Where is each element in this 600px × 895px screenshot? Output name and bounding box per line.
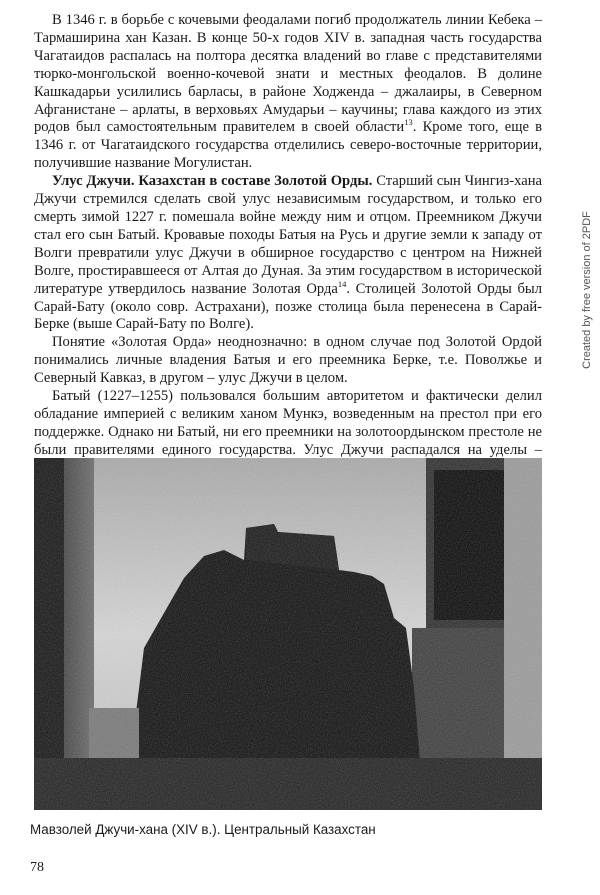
- section-heading: Улус Джучи. Казахстан в составе Золотой Орды.: [52, 173, 373, 190]
- paragraph-3-text: Понятие «Золотая Орда» неоднозначно: в одном случае под Золотой Ордой понимались личные владения Батыя и его преемника Берке, т.е. Поволжье и Северный Кавказ, в другом – улус Джучи в целом.: [34, 334, 542, 387]
- paragraph-4-text: Батый (1227–1255) пользовался большим авторитетом и фактически делил обладание империей с великим ханом Мункэ, возведенным на престол при его поддержке. Однако ни Батый, ни его преемники на золотоордынском престоле не были правителями единого государства. Улус Джучи распадался на уделы –: [34, 388, 542, 458]
- page-number: 78: [30, 860, 44, 875]
- watermark-text: Created by free version of 2PDF: [581, 211, 593, 369]
- paragraph-2: [34, 173, 542, 334]
- paragraph-2-text-b: . Столицей Золотой Орды был Сарай-Бату (около совр. Астрахани), позже столица была перенесена в Сарай-Берке (выше Сарай-Бату по Волге).: [34, 280, 542, 333]
- paragraph-2-text-a: Старший сын Чингиз-хана Джучи стремился сделать свой улус независимым государством, и только его смерть зимой 1227 г. помешала войне между ним и отцом. Преемником Джучи стал его сын Батый. Кровавые походы Батыя на Русь и другие земли к западу от Волги превратили улус Джучи в обширное государство с центром на Нижней Волге, простиравшееся от Алтая до Дуная. За этим государством в исторической литературе утвердилось название Золотая Орда: [34, 173, 542, 297]
- body-text: [34, 12, 542, 478]
- paragraph-1-text-b: . Кроме того, еще в 1346 г. от Чагатаидского государства отделились северо-восточные территории, получившие название Могулистан.: [34, 119, 542, 172]
- figure-caption: Мавзолей Джучи-хана (XIV в.). Центральный Казахстан: [30, 822, 376, 837]
- mausoleum-photo: [34, 458, 542, 810]
- watermark: [577, 160, 597, 420]
- paragraph-1: [34, 12, 542, 173]
- paragraph-3: [34, 334, 542, 388]
- footnote-ref-14[interactable]: 14: [337, 278, 347, 289]
- footnote-ref-13[interactable]: 13: [404, 117, 413, 128]
- paragraph-1-text-a: В 1346 г. в борьбе с кочевыми феодалами погиб продолжатель линии Кебека – Тармаширина хан Казан. В конце 50-х годов XIV в. западная часть государства Чагатаидов распалась на полтора десятка владений во главе с представителями тюрко-монгольской военно-кочевой знати и местных феодалов. В долине Кашкадарьи усилились барласы, в районе Ходженда – джалаиры, в Северном Афганистане – арлаты, в верховьях Амударьи – каучины; глава каждого из этих родов был самостоятельным правителем в своей области: [34, 12, 542, 136]
- mausoleum-photo-image: [34, 458, 542, 810]
